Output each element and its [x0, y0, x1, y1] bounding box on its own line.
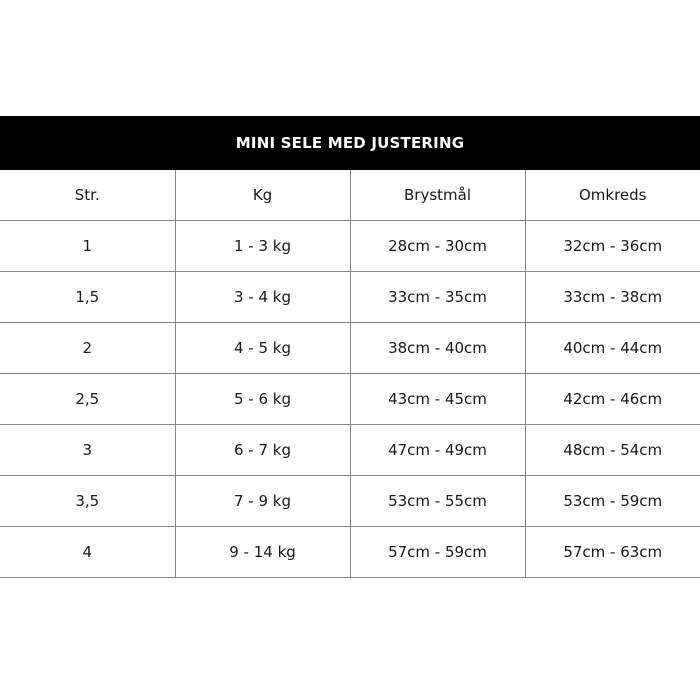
weight-cell: 1 - 3 kg: [175, 221, 350, 272]
size-cell: 1,5: [0, 272, 175, 323]
table-header-row: [0, 170, 700, 221]
table-title: MINI SELE MED JUSTERING: [0, 117, 700, 170]
table-row: [0, 323, 700, 374]
table-row: [0, 527, 700, 578]
table-row: [0, 476, 700, 527]
weight-cell: 6 - 7 kg: [175, 425, 350, 476]
chest-cell: 53cm - 55cm: [350, 476, 525, 527]
table-row: [0, 272, 700, 323]
table-row: [0, 221, 700, 272]
chest-cell: 28cm - 30cm: [350, 221, 525, 272]
chest-cell: 38cm - 40cm: [350, 323, 525, 374]
column-header-weight: Kg: [175, 170, 350, 221]
weight-cell: 9 - 14 kg: [175, 527, 350, 578]
girth-cell: 33cm - 38cm: [525, 272, 700, 323]
girth-cell: 32cm - 36cm: [525, 221, 700, 272]
girth-cell: 48cm - 54cm: [525, 425, 700, 476]
column-header-chest: Brystmål: [350, 170, 525, 221]
size-cell: 4: [0, 527, 175, 578]
size-cell: 3: [0, 425, 175, 476]
weight-cell: 3 - 4 kg: [175, 272, 350, 323]
girth-cell: 57cm - 63cm: [525, 527, 700, 578]
table-row: [0, 374, 700, 425]
size-cell: 3,5: [0, 476, 175, 527]
size-table: [0, 116, 700, 578]
girth-cell: 40cm - 44cm: [525, 323, 700, 374]
table-row: [0, 425, 700, 476]
girth-cell: 42cm - 46cm: [525, 374, 700, 425]
chest-cell: 43cm - 45cm: [350, 374, 525, 425]
girth-cell: 53cm - 59cm: [525, 476, 700, 527]
table-title-row: [0, 117, 700, 170]
size-cell: 2,5: [0, 374, 175, 425]
size-cell: 1: [0, 221, 175, 272]
column-header-size: Str.: [0, 170, 175, 221]
column-header-girth: Omkreds: [525, 170, 700, 221]
chest-cell: 33cm - 35cm: [350, 272, 525, 323]
weight-cell: 5 - 6 kg: [175, 374, 350, 425]
weight-cell: 7 - 9 kg: [175, 476, 350, 527]
chest-cell: 57cm - 59cm: [350, 527, 525, 578]
size-cell: 2: [0, 323, 175, 374]
weight-cell: 4 - 5 kg: [175, 323, 350, 374]
chest-cell: 47cm - 49cm: [350, 425, 525, 476]
